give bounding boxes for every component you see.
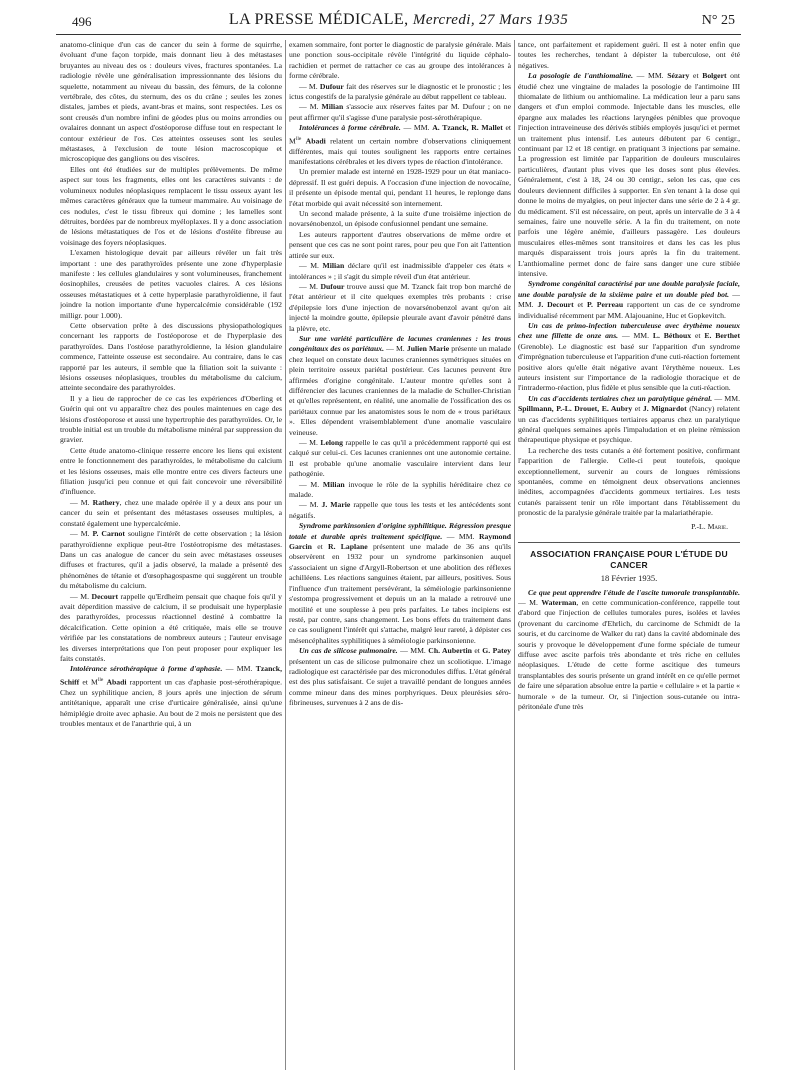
journal-running-head (56, 11, 741, 29)
text-run: trouve aussi que M. Tzanck fait trop bon marché de l'état antérieur et il cite quelques exemples très probants : crise d'épilepsie lors d'une injection de novarsénobenzol avant qu'on ait injecté la moindre goutte, épilepsie pleurale avant d'avoir pénétré dans la plèvre, etc. (289, 281, 511, 333)
text-column-3 (518, 40, 740, 1070)
text-run: — M. (299, 81, 320, 91)
paragraph: Un premier malade est interné en 1928-1929 pour un état maniaco-dépressif. Il est guéri depuis. A l'occasion d'une injection de novocaïne, il présente un épisode mental qui, pendant 11 heures, le replonge dans l'état morbide qui avait nécessité son internement. (289, 167, 511, 208)
paragraph (518, 394, 740, 446)
author-name: Bolgert (702, 71, 727, 81)
header-rule (56, 34, 741, 35)
text-run: et (689, 71, 703, 81)
paragraph (518, 321, 740, 394)
paragraph (289, 480, 511, 501)
paragraph (289, 500, 511, 521)
text-run: — MM. (712, 393, 740, 403)
text-run: rappelle le cas qu'il a précédemment rapporté qui est calqué sur celui-ci. Ces lacunes craniennes ont une autonomie certaine. Il est probable qu'une anomalie vasculaire intervient dans leur pathogénie. (289, 438, 511, 479)
paragraph: L'examen histologique devait par ailleurs révéler un fait très important : une des parathyroïdes présente une zone d'hyperplasie manifeste : les cellules glandulaires y sont volumineuses, franchement éosinophiles, creusées de petites vacuoles claires. A ces lésions osseuses métastatiques et à cette hyperplasie parathyroïdienne, il faut joindre la notion importante d'une hypercalcémie considérable (192 milligr. pour 1.000). (60, 248, 282, 320)
text-run: et (632, 404, 643, 414)
author-name: J. Decourt (537, 300, 574, 310)
text-run: — MM. (400, 123, 433, 133)
paragraph: tance, ont parfaitement et rapidement guéri. Il est à noter enfin que toutes les recherches, tendant à dépister la tuberculose, ont été négatives. (518, 40, 740, 70)
text-run: (Nancy) relatent un cas d'accidents syphilitiques tertiaires apparus chez un paralytique général quelques semaines après l'impaludation et en pleine rémission thérapeutique physique et psychique. (518, 404, 740, 445)
text-run: — M. (70, 497, 93, 507)
paragraph: Il y a lieu de rapprocher de ce cas les expériences d'Oberling et Guérin qui ont vu apparaître chez des poules maintenues en cage des lésions d'ostéoporose et aussi une hypertrophie des parathyroïdes. Or, le trouble initial est un trouble du métabolisme minéral par suppression du gravier. (60, 393, 282, 445)
report-title: Intolérances à forme cérébrale. (299, 123, 401, 133)
paragraph (518, 279, 740, 321)
paragraph (60, 592, 282, 665)
report-title: Un cas de silicose pulmonaire. (299, 646, 398, 656)
paragraph (289, 82, 511, 103)
paragraph: anatomo-clinique d'un cas de cancer du sein à forme de squirrhe, évoluant d'une façon torpide, mais donnant lieu à des métastases bruyantes au niveau des os : douleurs vives, fractures spontanées. La radiologie révèle une généralisation impressionnante des lésions du squelette, notamment au niveau du bassin, des fémurs, de la colonne vertébrale, des côtes, du sternum, des os du crâne ; seules les zones distales, jambes et pieds, avant-bras et mains, sont respectées. Les os sont creusés d'un nombre infini de géodes plus ou moins arrondies ou ovalaires donnant un aspect d'ostéoporose diffuse tout en respectant le contour extérieur de l'os. Ces atteintes osseuses sont les seules métastases, à l'exclusion de toute lésion macroscopique et microscopique des ganglions ou des viscères. (60, 40, 282, 164)
text-column-2 (289, 40, 511, 1070)
author-name: A. Tzanck, R. Mallet (432, 123, 503, 133)
section-heading: ASSOCIATION FRANÇAISE POUR L'ÉTUDE DU CANCER (518, 542, 740, 571)
paragraph (289, 334, 511, 438)
text-run: présentent un cas de silicose pulmonaire chez un scoliotique. L'image radiologique est caractérisée par des micronodules diffus. L'état général est des plus satisfaisant. Ce sujet a travaillé pendant de longues années comme mineur dans des mines porphyriques. Deux pleurésies séro-fibrineuses, survenues à 2 ans de dis- (289, 656, 511, 708)
report-title: Intolérance sérothérapique à forme d'aphasie. (70, 664, 223, 674)
paragraph (60, 664, 282, 729)
text-run: , chez une malade opérée il y a deux ans pour un cancer du sein et présentant des métastases osseuses multiples, a constaté également une hypercalcémie. (60, 497, 282, 528)
author-name: Decourt (91, 591, 118, 601)
author-name: Julien Marie (406, 344, 450, 354)
author-name: P. Perreau (586, 300, 624, 310)
author-name: Abadi (106, 677, 127, 687)
author-name: Milian (322, 261, 345, 271)
text-run: lle (295, 135, 302, 142)
paragraph (60, 529, 282, 591)
text-run: — M. (299, 261, 323, 271)
author-name: J. Mignardot (642, 404, 687, 414)
text-run: — M. (70, 591, 92, 601)
paragraph: Elles ont été étudiées sur de multiples prélèvements. De même aspect sur tous les fragments, elles ont les caractères suivants : de volumineux nodules néoplasiques remplacent le tissu osseux ayant les mêmes caractères généraux que la tumeur mammaire. Au voisinage de ces nodules, c'est le tissu fibreux qui domine ; les lamelles sont détruites, bordées par de nombreux myéloplaxes. Il y a donc association de lésions métastatiques de l'os et de lésions d'ostéite fibreuse au voisinage des foyers néoplasiques. (60, 164, 282, 247)
page-header (56, 10, 741, 34)
text-run: — MM. (518, 289, 740, 310)
report-title: La posologie de l'anthiomaline. (528, 71, 634, 81)
section-date: 18 Février 1935. (600, 573, 658, 584)
text-run: fait des réserves sur le diagnostic et le pronostic ; les ictus congestifs de la paralysie générale au début rappellent ce tableau. (289, 81, 511, 102)
text-run: (Grenoble). Le diagnostic est basé sur l'apparition d'un syndrome d'imprégnation tuberculeuse et l'apparition d'une cuti-réaction fortement positive alors qu'elle était négative avant l'érythème noueux. Les auteurs insistent sur l'importance de la radiologie thoracique et de l'intradermo-réaction, plus fidèle et plus sensible que la cuti-réaction. (518, 341, 740, 393)
author-name: Abadi (305, 136, 326, 146)
text-run: et (691, 331, 705, 341)
paragraph: Les auteurs rapportent d'autres observations de même ordre et pensent que ces cas ne sont point rares, pour peu que l'on ait l'attention attirée sur eux. (289, 229, 511, 260)
paragraph (289, 261, 511, 282)
journal-title: LA PRESSE MÉDICALE, (228, 11, 409, 28)
text-run: — MM. (618, 331, 653, 341)
page-number: 496 (72, 14, 92, 29)
text-run: lle (97, 676, 104, 683)
report-title: Un cas de primo-infection tuberculeuse avec érythème noueux chez une fillette de onze ans. (518, 320, 740, 341)
text-run: rapportent un cas de ce syndrome individualisé récemment par MM. Alajouanine, Huc et Gopkevitch. (518, 300, 740, 320)
report-title: Un cas d'accidents tertiaires chez un paralytique général. (528, 393, 713, 403)
text-run: — M. (518, 597, 542, 607)
author-name: Rathery (92, 497, 120, 507)
text-run: — MM. (397, 646, 429, 656)
author-name: Milian (322, 479, 345, 489)
text-run: — MM. (222, 664, 256, 674)
text-run: — M. (299, 281, 321, 291)
text-run: — M. (299, 438, 321, 447)
author-name: Raymond Garcin (289, 531, 511, 552)
column-divider (514, 40, 515, 1070)
column-divider (285, 40, 286, 1070)
text-run: et (311, 542, 329, 552)
author-name: J. Marie (321, 500, 351, 510)
paragraph: La recherche des tests cutanés a été fortement positive, confirmant l'apparition de l'allergie. Celle-ci peut toutefois, quoique exceptionnellement, survenir au cours de longues rémissions spontanées, comme en témoignent deux observations anciennes inédites, accompagnées d'accidents gommeux tertiaires. Les tests cutanés paraissent tenir un rôle important dans l'établissement du pronostic de la paralysie générale traitée par la malariathérapie. (518, 445, 740, 518)
text-run: — MM. (442, 531, 479, 541)
text-run: et (573, 300, 587, 310)
text-run: — M. (299, 479, 323, 489)
paragraph (289, 438, 511, 480)
text-run: — M. (70, 529, 93, 539)
text-run: et M (79, 677, 98, 687)
paragraph (518, 71, 740, 279)
paragraph: Cette observation prête à des discussions physiopathologiques concernant les rapports de l'ostéoporose et de l'hyperplasie des parathyroïdes. Dans l'ostéose parathyroïdienne, la lésion glandulaire commence, l'atteinte osseuse est secondaire. Au contraire, dans le cas rapporté par les auteurs, il semble que la filiation soit la suivante : lésions osseuses néoplasiques, troubles du métabolisme du calcium, atteinte secondaire des parathyroïdes. (60, 320, 282, 393)
author-name: Tzanck, Schiff (60, 664, 282, 687)
text-run: — M. (384, 344, 407, 354)
text-run: rappelle que tous les tests et les antécédents sont négatifs. (289, 500, 511, 520)
text-run: et M (289, 123, 511, 146)
author-name: Sézary (667, 71, 690, 81)
author-name: R. Laplane (328, 542, 368, 552)
author-name: Dufour (320, 281, 345, 291)
author-name: Milian (321, 102, 344, 112)
text-run: — M. (299, 102, 322, 112)
text-column-1 (60, 40, 282, 1070)
issue-date: Mercredi, 27 Mars 1935 (412, 12, 569, 28)
author-name: L. Béthoux (652, 331, 692, 341)
text-run: — MM. (633, 71, 668, 81)
text-run: relatent un certain nombre d'observations cliniquement différentes, mais qui toutes soulignent les rapports entre certaines manifestations cérébrales et les divers types de réaction d'intolérance. (289, 136, 511, 167)
author-name: Spillmann, P.-L. Drouet, E. Aubry (518, 404, 633, 414)
author-name: Lelong (320, 438, 343, 447)
report-title: Syndrome parkinsonien d'origine syphilitique. Régression presque totale et durable après traitement spécifique. (289, 521, 511, 541)
author-name: E. Berthet (704, 331, 740, 341)
paragraph: Cette étude anatomo-clinique resserre encore les liens qui existent entre le fonctionnement des parathyroïdes, le métabolisme du calcium et les lésions osseuses, mais elle montre entre ces divers facteurs une filiation jusqu'ici peu connue et qui fait concevoir une réversibilité d'influence. (60, 445, 282, 497)
text-run: s'associe aux réserves faites par M. Dufour ; on ne peut affirmer qu'il s'agisse d'une paralysie post-sérothérapique. (289, 102, 511, 122)
text-run: présentent une malade de 36 ans qu'ils observèrent en 1932 pour un syndrome parkinsonien auquel s'associaient un signe d'Argyll-Robertson et une abolition des réflexes achilléens. Les réactions sanguines étaient, par ailleurs, positives. Sous l'influence d'un traitement persévérant, la séméiologie parkinsonienne s'estompa progressivement et depuis un an la malade a retrouvé une motilité et une souplesse à peu près parfaites. Le tabes incipiens est resté, par contre, sans changement. Les bons effets du traitement dans ce cas soulignent l'intérêt qui s'attache, malgré leur rareté, à dépister ces mésencéphalites syphilitiques à séméiologie parkinsonienne. (289, 542, 511, 645)
author-name: P. Carnot (92, 529, 125, 539)
text-run: et (471, 646, 483, 656)
paragraph (518, 588, 740, 713)
author-name: Ch. Aubertin (428, 646, 472, 656)
report-title: Sur une variété particulière de lacunes craniennes : les trous congénitaux des os pariétaux. (289, 333, 511, 354)
paragraph: Un second malade présente, à la suite d'une troisième injection de novarsénobenzol, un épisode confusionnel pendant une semaine. (289, 209, 511, 229)
report-title: Ce que peut apprendre l'étude de l'ascite tumorale transplantable. (528, 587, 740, 597)
text-run: ont étudié chez une vingtaine de malades la posologie de l'antimoine III thiomalate de lithium ou anthiomaline. La médication leur a paru sans dangers et d'un emploi commode. Injectable dans les muscles, elle épargne aux malades les réactions laryngées pénibles que provoque l'injection intraveineuse des dérivés stibiés employés jusqu'ici et permet un traitement plus intensif. Les auteurs débutent par 6 centigr., continuant par 12 et 18 centigr. en pratiquant 3 injections par semaine. La progression est limitée par l'apparition de douleurs musculaires particulières, d'autant plus vives que les doses sont plus élevées. Généralement, c'est à 18, 24 ou 30 centigr., selon les cas, que ces douleurs deviennent difficiles à supporter. En s'en tenant à la dose qui donne le moins de myalgies, on peut injecter dans une série de 2 à 4 gr. du médicament. S'il est nécessaire, on peut, après un intervalle de 3 à 4 semaines, faire une nouvelle série. A la fin du traitement, on note parfois une légère anémie, d'ailleurs passagère. Les douleurs musculaires elles-mêmes sont transitoires et dans les cas les plus marqués disparaissent trois jours après la fin du traitement. L'anthiomaline permet donc de faire sans danger une cure stibiée intensive. (518, 71, 740, 278)
paragraph (289, 102, 511, 123)
report-title: Syndrome congénital caractérisé par une double paralysie faciale, une double paralysie de la sixième paire et un double pied bot. (518, 279, 740, 299)
text-run: souligne l'intérêt de cette observation ; la lésion parathyroïdienne explique peut-être l'ostéotropisme des métastases. Dans un cas analogue de cancer du sein avec métastases osseuses diffuses et fractures, qu'il a jadis observé, la malade a présenté des phénomènes de tétanie et d'œsophagospasme qui suggèrent un trouble du métabolisme du calcium. (60, 529, 282, 591)
paragraph (289, 521, 511, 646)
text-run: rapportent un cas d'aphasie post-sérothérapique. Chez un syphilitique ancien, 8 jours après une injection de sérum antitétanique, apparaît une crise d'urticaire généralisée, ainsi qu'une hémiplégie droite avec aphasie. Au bout de 2 mois ne persistent que des troubles mentaux et de l'anarthrie qui, à un (60, 677, 282, 728)
text-run: rappelle qu'Erdheim pensait que chaque fois qu'il y avait déperdition massive de calcium, il se produisait une hyperplasie des parathyroïdes, processus réactionnel destiné à combattre la décalcification. Cette opinion a été critiquée, mais elle se trouve vérifiée par les constatations de nombreux auteurs ; l'auteur envisage les diverses interprétations que l'on peut proposer pour expliquer les faits constatés. (60, 591, 282, 663)
paragraph (289, 123, 511, 167)
paragraph (60, 498, 282, 529)
text-run: déclare qu'il est inadmissible d'appeler ces états « intolérances » ; il s'agit du simple réveil d'un état antérieur. (289, 261, 511, 281)
paragraph (289, 646, 511, 708)
author-name: Dufour (319, 81, 344, 91)
text-run: présente un malade chez lequel on constate deux lacunes craniennes symétriques situées en plein territoire osseux pariétal postérieur. Ces lacunes peuvent être affirmées d'origine congénitale. L'auteur montre qu'elles sont à différencier des lacunes craniennes de la maladie de Schuller-Christian et qu'elles représentent, en réalité, une anomalie de l'ossification des os pariétaux connue par les anatomistes sous le nom de « trous pariétaux ». Elles dépendent vraisemblablement d'une anomalie vasculaire veineuse. (289, 344, 511, 437)
author-name: G. Patey (482, 646, 511, 656)
issue-number: N° 25 (701, 13, 735, 28)
paragraph: examen sommaire, font porter le diagnostic de paralysie générale. Mais une ponction sous-occipitale révèle l'intégrité du liquide céphalo-rachidien et permet de rattacher ce cas au groupe des intolérances à forme cérébrale. (289, 40, 511, 81)
author-name: Waterman (541, 597, 577, 607)
text-run: — M. (299, 500, 322, 510)
signature: P.-L. Marie. (691, 521, 728, 531)
paragraph (289, 282, 511, 334)
text-run: invoque le rôle de la syphilis héréditaire chez ce malade. (289, 479, 511, 500)
text-run: , en cette communication-conférence, rappelle tout d'abord que l'injection de cellules tumorales pures, isolées et lavées (provenant du carcinome d'Ehrlich, du carcinome de Schmidt de la souris, et du carcinome de Walker du rat) dans la cavité abdominale des souris y provoque le développement d'une forme spéciale de tumeur diffuse avec ascite parfois très abondante et très riche en cellules néoplasiques. L'étude de cette forme ascitique des tumeurs transplantables des souris présente un grand intérêt en ce qu'elle permet de faire une séparation absolue entre la partie « cellulaire » et la partie « humorale » de la tumeur. Or, si l'injection sous-cutanée ou intra-péritonéale d'une très (518, 597, 740, 711)
